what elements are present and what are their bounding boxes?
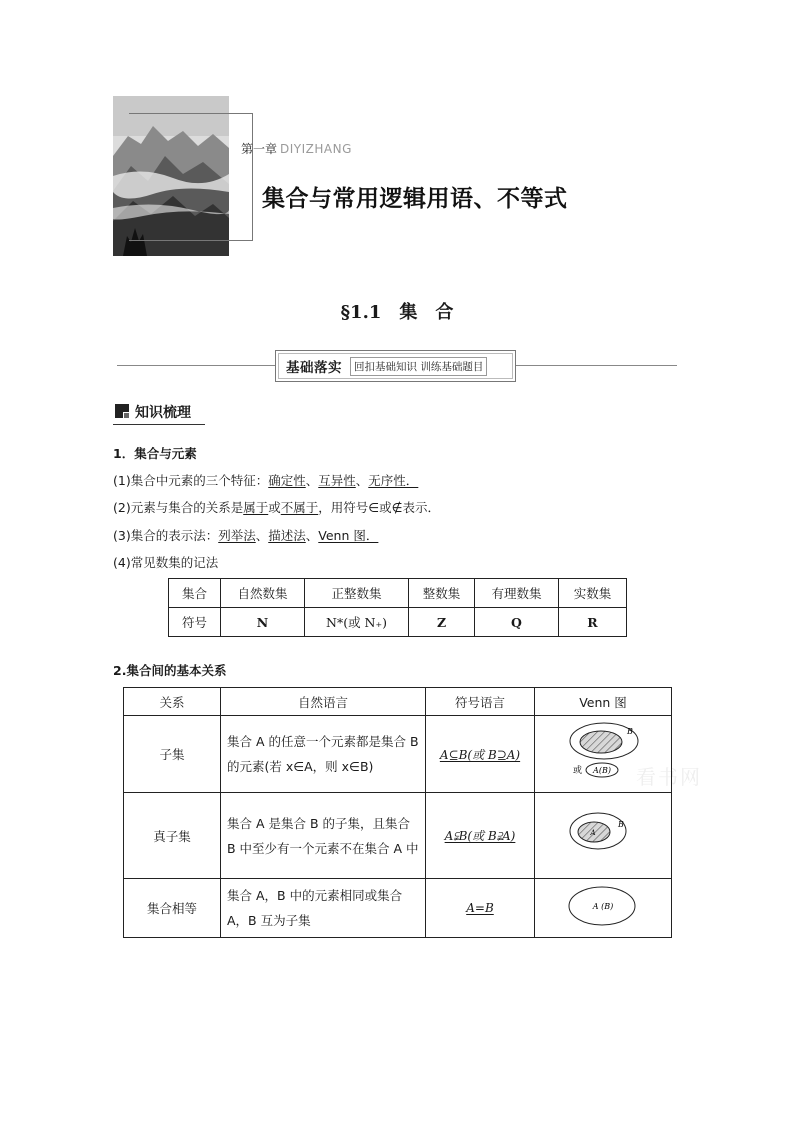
knowledge-heading: 知识梳理: [135, 405, 191, 421]
table-cell: [535, 716, 672, 793]
item-prefix: (3)集合的表示法：: [113, 528, 219, 543]
table-cell: Q: [475, 608, 559, 637]
answer-description: 描述法: [268, 528, 306, 543]
table-row: [169, 608, 627, 637]
venn-label-b: B: [618, 820, 624, 829]
table-cell: 自然语言: [221, 688, 426, 716]
table-cell: 子集: [124, 716, 221, 793]
symbol-subset: A⊆B(或 B⊇A): [439, 747, 521, 762]
section-banner: [275, 350, 516, 382]
table-row: [124, 688, 672, 716]
table-cell: N*(或 N₊): [305, 608, 409, 637]
table-cell: [535, 793, 672, 879]
table-cell: 真子集: [124, 793, 221, 879]
separator: 、: [305, 473, 319, 488]
venn-set-a: [580, 731, 622, 753]
number-sets-table: [168, 578, 627, 637]
item-element-features: [113, 471, 418, 489]
table-cell: Venn 图: [535, 688, 672, 716]
table-cell: 自然数集: [221, 579, 305, 608]
table-cell: 正整数集: [305, 579, 409, 608]
table-cell: 集合 A 的任意一个元素都是集合 B 的元素(若 x∈A，则 x∈B): [221, 716, 426, 793]
venn-label-b: B: [627, 727, 633, 736]
table-cell: 符号: [169, 608, 221, 637]
symbol-equal: A=B: [466, 901, 494, 915]
table-cell: 实数集: [559, 579, 627, 608]
table-cell: 整数集: [409, 579, 475, 608]
item-representation: [113, 526, 378, 544]
table-cell: R: [559, 608, 627, 637]
venn-proper-subset-diagram: [535, 793, 672, 875]
table-cell: 符号语言: [426, 688, 535, 716]
venn-equal-diagram: [535, 879, 672, 934]
banner-title: 基础落实: [286, 360, 342, 376]
table-cell: 集合 A，B 中的元素相同或集合 A，B 互为子集: [221, 879, 426, 938]
venn-label-a: A: [590, 829, 596, 837]
answer-distinctness: 互异性: [318, 473, 356, 488]
chapter-number: 第一章: [241, 142, 278, 156]
venn-subset-diagram: [535, 716, 672, 789]
answer-determinacy: 确定性: [268, 473, 306, 488]
table-cell: 集合: [169, 579, 221, 608]
section-title: §1.1 集 合: [340, 302, 454, 323]
connector: 或: [268, 500, 281, 515]
table-row: [169, 579, 627, 608]
watermark: 看书网: [636, 765, 702, 789]
venn-label-ab: A (B): [592, 902, 614, 911]
chapter-frame: [129, 113, 253, 241]
table-cell: 关系: [124, 688, 221, 716]
banner-subtitle: 回扣基础知识 训练基础题目: [350, 357, 487, 376]
venn-or-label: 或: [573, 766, 583, 776]
item-prefix: (1)集合中元素的三个特征：: [113, 473, 269, 488]
symbol-proper-subset: A⫋B(或 B⫌A): [444, 829, 516, 843]
answer-venn: Venn 图．: [318, 528, 379, 543]
answer-unordered: 无序性．: [368, 473, 419, 488]
item-number-sets: (4)常见数集的记法: [113, 555, 219, 570]
table-cell: 集合相等: [124, 879, 221, 938]
answer-belongs: 属于: [243, 500, 269, 515]
chapter-pinyin: DIYIZHANG: [280, 142, 352, 156]
separator: 、: [255, 528, 269, 543]
table-row: [124, 879, 672, 938]
item-suffix: ，用符号∈或∉表示．: [318, 500, 441, 515]
venn-label-ab: A(B): [593, 766, 611, 775]
table-cell: 集合 A 是集合 B 的子集，且集合 B 中至少有一个元素不在集合 A 中: [221, 793, 426, 879]
item-prefix: (2)元素与集合的关系是: [113, 500, 244, 515]
table-row: [124, 793, 672, 879]
table-cell: 有理数集: [475, 579, 559, 608]
part2-heading: 2.集合间的基本关系: [113, 663, 227, 678]
separator: 、: [355, 473, 369, 488]
item-element-relation: [113, 498, 440, 516]
table-cell: [426, 716, 535, 793]
answer-not-belongs: 不属于: [280, 500, 319, 515]
set-relations-table: [123, 687, 672, 938]
table-cell: Z: [409, 608, 475, 637]
table-row: [124, 716, 672, 793]
chapter-label: [241, 140, 352, 157]
table-cell: [535, 879, 672, 938]
answer-enumeration: 列举法: [218, 528, 256, 543]
square-bullet-icon: [115, 404, 129, 418]
table-cell: N: [221, 608, 305, 637]
table-cell: [426, 879, 535, 938]
knowledge-underline: [113, 424, 205, 425]
part1-heading: 1．集合与元素: [113, 446, 197, 461]
chapter-title: 集合与常用逻辑用语、不等式: [262, 186, 568, 212]
separator: 、: [305, 528, 319, 543]
table-cell: [426, 793, 535, 879]
